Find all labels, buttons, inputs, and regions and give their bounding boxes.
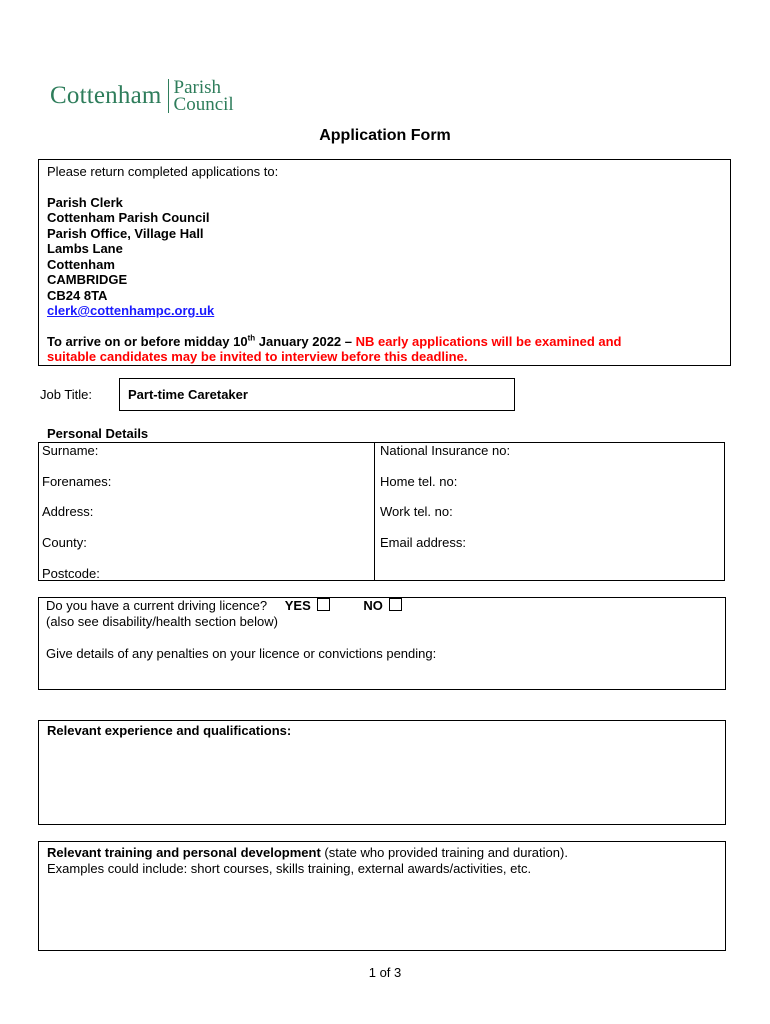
training-heading-line (47, 845, 717, 861)
training-box[interactable] (38, 841, 726, 951)
logo-sub-line1: Parish (173, 77, 222, 98)
licence-no-label: NO (363, 598, 383, 613)
address-line: Parish Clerk (47, 194, 123, 210)
licence-no-checkbox[interactable] (389, 598, 402, 611)
licence-penalties-prompt[interactable]: Give details of any penalties on your licence or convictions pending: (46, 646, 437, 661)
address-line: CB24 8TA (47, 287, 108, 303)
training-examples: Examples could include: short courses, skills training, external awards/activities, etc. (47, 861, 532, 876)
address-line: Cottenham Parish Council (47, 210, 210, 225)
return-address-box (38, 159, 731, 366)
licence-question-row (46, 598, 402, 613)
surname-field[interactable]: Surname: (42, 443, 99, 458)
home-tel-field[interactable]: Home tel. no: (380, 474, 458, 489)
address-line: Lambs Lane (47, 241, 123, 256)
deadline-prefix: To arrive on or before midday 10 (47, 333, 248, 349)
job-title-label: Job Title: (40, 387, 93, 402)
job-title-field[interactable]: Part-time Caretaker (119, 378, 515, 411)
email-address-field[interactable]: Email address: (380, 535, 466, 550)
personal-details-table (38, 442, 725, 581)
licence-question: Do you have a current driving licence? (46, 598, 268, 613)
experience-heading: Relevant experience and qualifications: (47, 723, 292, 738)
address-line: CAMBRIDGE (47, 272, 128, 287)
page-title: Application Form (319, 127, 451, 144)
nb-line1: NB early applications will be examined and (355, 333, 622, 349)
address-line: Parish Office, Village Hall (47, 225, 204, 241)
deadline-line (47, 334, 722, 350)
personal-details-left-column (39, 443, 375, 580)
address-field[interactable]: Address: (42, 504, 94, 519)
licence-note: (also see disability/health section below) (46, 614, 278, 629)
clerk-email-link[interactable]: clerk@cottenhampc.org.uk (47, 303, 215, 318)
training-heading: Relevant training and personal development (47, 845, 321, 860)
national-insurance-field[interactable]: National Insurance no: (380, 443, 511, 458)
county-field[interactable]: County: (42, 535, 87, 550)
licence-yes-checkbox[interactable] (317, 598, 330, 611)
page-number: 1 of 3 (368, 965, 402, 980)
personal-details-heading: Personal Details (47, 426, 149, 441)
forenames-field[interactable]: Forenames: (42, 474, 112, 489)
licence-yes-label: YES (284, 598, 311, 613)
address-line: Cottenham (47, 256, 115, 272)
training-heading-note: (state who provided training and duration). (320, 845, 568, 860)
experience-box[interactable] (38, 720, 726, 825)
logo-text-sub (174, 79, 234, 113)
postcode-field[interactable]: Postcode: (42, 566, 100, 581)
logo-sub-line2: Council (173, 94, 234, 115)
deadline-suffix: January 2022 – (255, 333, 356, 349)
logo-divider (168, 79, 169, 113)
personal-details-right-column (375, 443, 724, 580)
nb-line2: suitable candidates may be invited to interview before this deadline. (47, 349, 468, 364)
logo-text-main: Cottenham (50, 82, 162, 109)
council-logo (50, 76, 234, 116)
return-intro: Please return completed applications to: (47, 164, 279, 179)
deadline-sup: th (247, 333, 256, 343)
driving-licence-box (38, 597, 726, 690)
work-tel-field[interactable]: Work tel. no: (380, 504, 453, 519)
